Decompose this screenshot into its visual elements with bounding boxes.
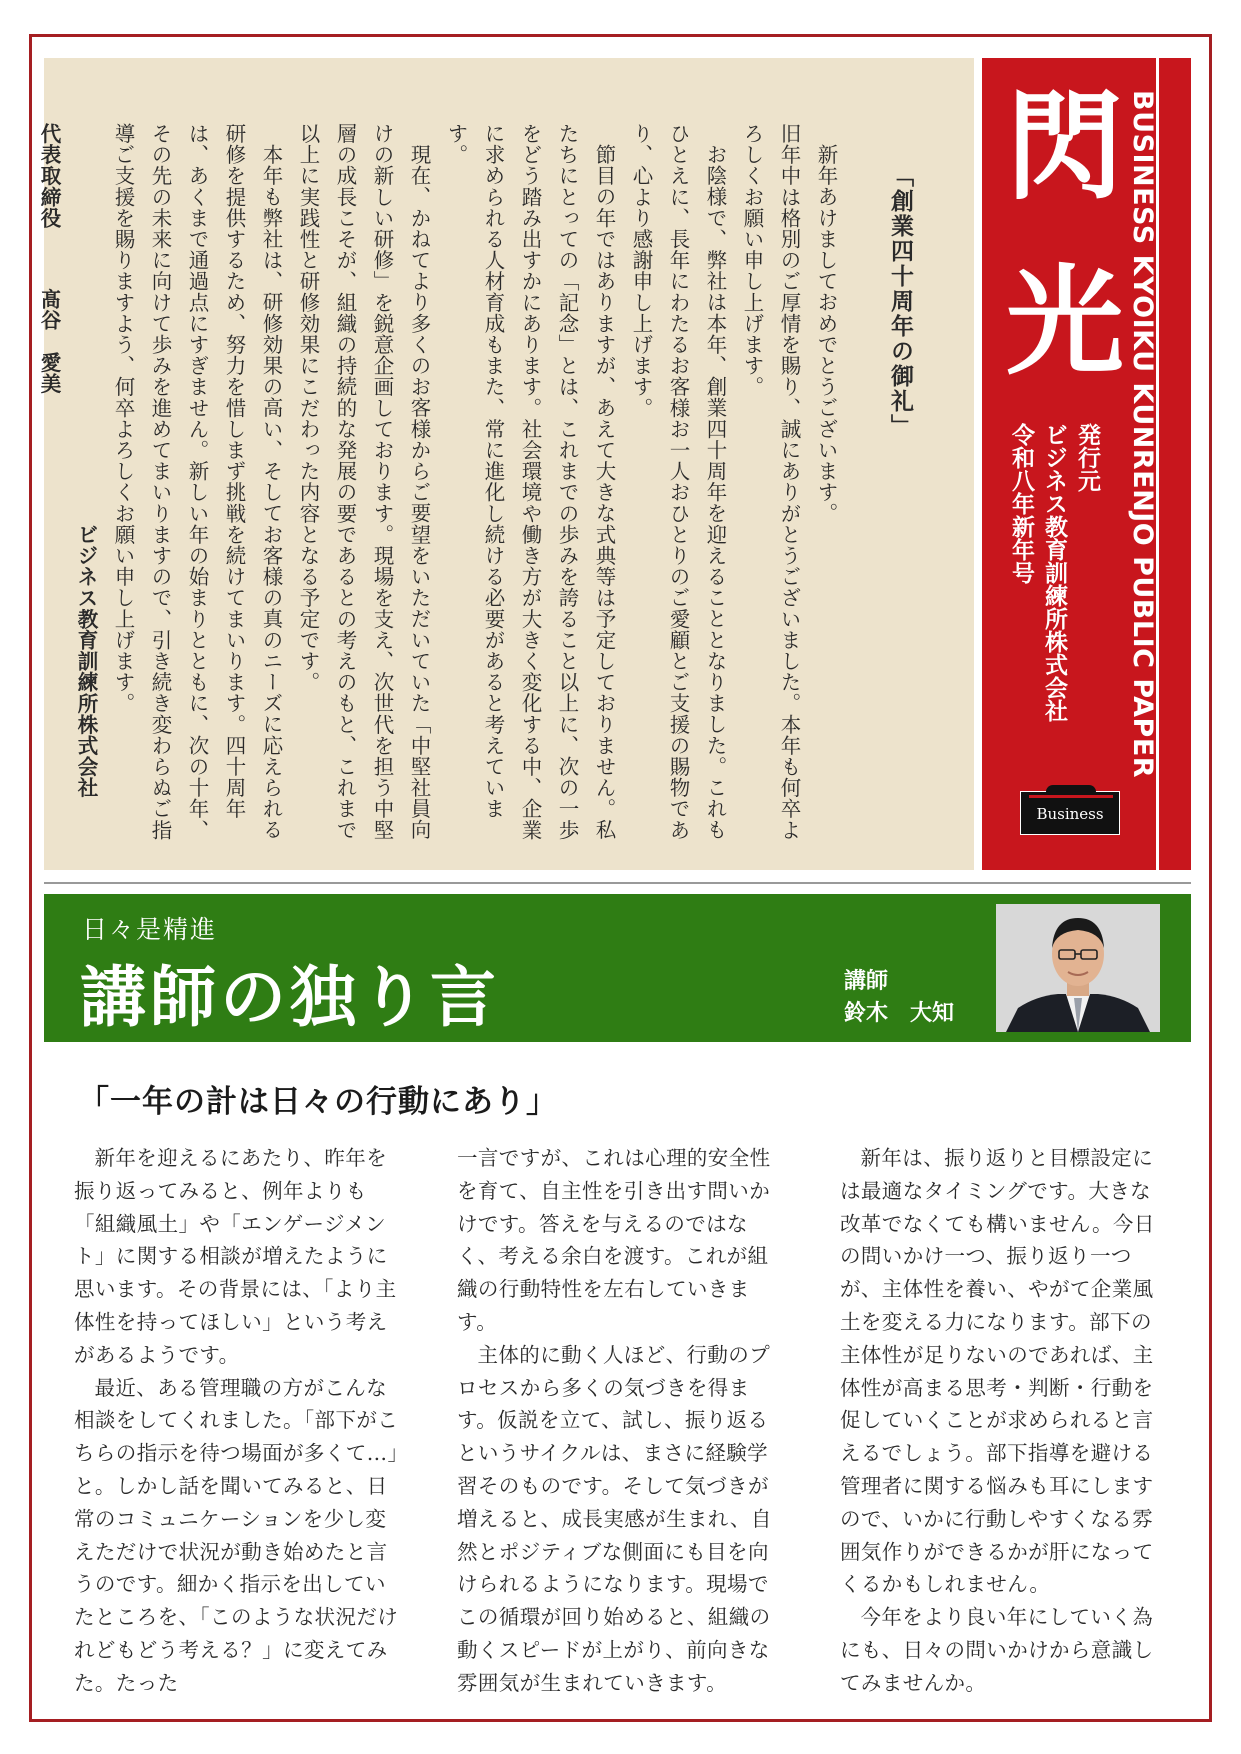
letter-paragraph: お陰様で、弊社は本年、創業四十周年を迎えることとなりました。これもひとえに、長年にわたるお客様お一人おひとりのご愛顧とご支援の賜物であり、心より感謝申し上げます。 (629, 123, 727, 841)
greeting-letter (30, 123, 919, 848)
signature-role-name (30, 123, 67, 848)
signature-role: 代表取締役 (37, 123, 61, 229)
masthead-english-title: BUSINESS KYOIKU KUNRENJO PUBLIC PAPER (1127, 90, 1158, 779)
portrait-icon (996, 904, 1160, 1032)
column-headline: 「一年の計は日々の行動にあり」 (78, 1084, 558, 1120)
greeting-letter-panel (37, 58, 974, 870)
banner-title: 講師の独り言 (80, 958, 500, 1036)
publisher-label: 発行元 (1074, 423, 1100, 492)
letter-paragraph: 新年あけましておめでとうございます。 (814, 143, 838, 524)
publisher-name: ビジネス教育訓練所株式会社 (1041, 423, 1067, 722)
instructor-name: 鈴木 大知 (844, 1000, 955, 1026)
column-paragraph: 一言ですが、これは心理的安全性を育て、自主性を引き出す問いかけです。答えを与えるのではなく、考える余白を渡す。これが組織の行動特性を左右していきます。 (457, 1146, 771, 1334)
hat-brim-icon (1029, 795, 1113, 798)
column-paragraph: 最近、ある管理職の方がこんな相談をしてくれました。「部下がこちらの指示を待つ場面が多くて…」と。しかし話を聞いてみると、日常のコミュニケーションを少し変えただけで状況が動き始めたと言うのです。細かく指示を出していたところを、「このような状況だけれどもどう考える？」に変えてみた。たった (74, 1375, 399, 1695)
letter-paragraph: 現在、かねてより多くのお客様からご要望をいただいていた「中堅社員向けの新しい研修」を鋭意企画しております。現場を支え、次世代を担う中堅層の成長こそが、組織の持続的な発展の要であるとの考えのもと、これまで以上に実践性と研修効果にこだわった内容となる予定です。 (296, 123, 431, 841)
banner-subtitle: 日々是精進 (82, 915, 218, 944)
column-banner (44, 894, 1191, 1042)
masthead-title-char: 光 (1005, 253, 1124, 391)
masthead-publisher-info (1004, 423, 1103, 843)
column-paragraph: 今年をより良い年にしていく為にも、日々の問いかけから意識してみませんか。 (840, 1605, 1154, 1695)
letter-title: 「創業四十周年の御礼」 (887, 164, 914, 439)
column-text-1 (74, 1142, 402, 1700)
column-paragraph: 主体的に動く人ほど、行動のプロセスから多くの気づきを得ます。仮説を立て、試し、振り返るというサイクルは、まさに経験学習そのものです。そして気づきが増えると、成長実感が生まれ、自然とポジティブな側面にも目を向けられるようになります。現場でこの循環が回り始めると、組織の動くスピードが上がり、前向きな雰囲気が生まれていきます。 (457, 1342, 772, 1695)
signature-company: ビジネス教育訓練所株式会社 (74, 523, 98, 798)
column-paragraph: 新年を迎えるにあたり、昨年を振り返ってみると、例年よりも「組織風土」や「エンゲージメント」に関する相談が増えたように思います。その背景には、「より主体性を持ってほしい」という考えがあるようです。 (74, 1146, 397, 1367)
masthead-title-char: 閃 (1005, 78, 1124, 216)
column-text-2 (457, 1142, 785, 1700)
instructor-role: 講師 (844, 968, 889, 994)
instructor-photo (996, 904, 1160, 1032)
column-text-3 (840, 1142, 1168, 1700)
logo-text: Business (1036, 805, 1104, 823)
business-logo (1020, 791, 1120, 835)
letter-paragraph: 節目の年ではありますが、あえて大きな式典等は予定しておりません。私たちにとっての「記念」とは、これまでの歩みを誇ること以上に、次の一歩をどう踏み出すかにあります。社会環境や働き方が大きく変化する中、企業に求められる人材育成もまた、常に進化し続ける必要があると考えています。 (444, 123, 616, 841)
column-paragraph: 新年は、振り返りと目標設定には最適なタイミングです。大きな改革でなくても構いません。今日の問いかけ一つ、振り返り一つが、主体性を養い、やがて企業風土を変える力になります。部下の主体性が足りないのであれば、主体性が高まる思考・判断・行動を促していくことが求められると言えるでしょう。部下指導を避ける管理者に関する悩みも耳にしますので、いかに行動しやすくなる雰囲気作りができるかが肝になってくるかもしれません。 (840, 1146, 1155, 1597)
section-divider (44, 882, 1191, 884)
issue-label: 令和八年新年号 (1008, 423, 1034, 584)
signature-name: 髙谷 愛美 (37, 288, 61, 394)
letter-paragraph: 旧年中は格別のご厚情を賜り、誠にありがとうございました。本年も何卒よろしくお願い申し上げます。 (740, 123, 801, 841)
letter-paragraph: 本年も弊社は、研修効果の高い、そしてお客様の真のニーズに応えられる研修を提供するため、努力を惜しまず挑戦を続けてまいります。四十周年は、あくまで通過点にすぎません。新しい年の始まりとともに、次の十年、その先の未来に向けて歩みを進めてまいりますので、引き続き変わらぬご指導ご支援を賜りますよう、何卒よろしくお願い申し上げます。 (111, 123, 283, 841)
hat-icon (1046, 785, 1096, 792)
masthead (982, 58, 1191, 870)
